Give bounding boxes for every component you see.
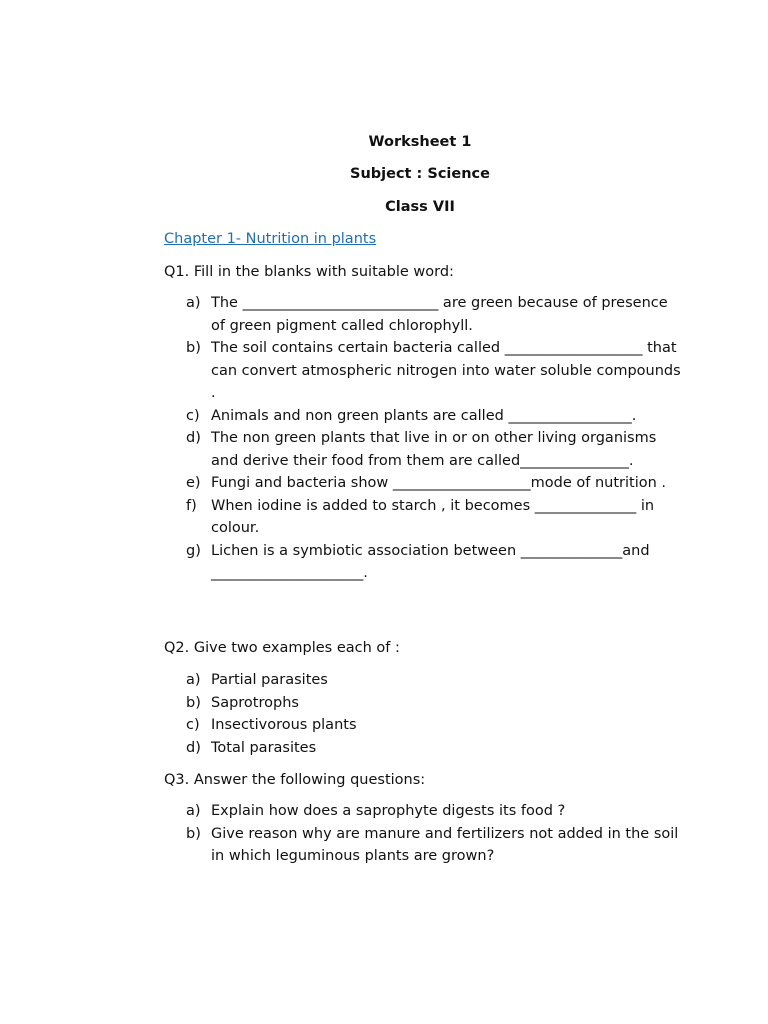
q1-item-a bbox=[186, 292, 686, 337]
q1-item-c bbox=[186, 405, 686, 428]
list-marker: b) bbox=[186, 694, 201, 711]
list-item-text: Total parasites bbox=[211, 739, 317, 756]
list-item-text: Partial parasites bbox=[211, 672, 328, 688]
q2-item-c bbox=[186, 714, 686, 737]
q1-item-e bbox=[186, 472, 686, 495]
list-item-text: Lichen is a symbiotic association between ______________and _____________________. bbox=[211, 542, 650, 581]
q2-list bbox=[186, 669, 686, 759]
list-item-text: When iodine is added to starch , it becomes ______________ in colour. bbox=[211, 497, 655, 536]
list-marker: d) bbox=[186, 430, 201, 446]
list-marker: a) bbox=[186, 672, 201, 688]
list-marker: g) bbox=[186, 542, 201, 559]
q1-item-g bbox=[186, 540, 686, 585]
q2-item-a bbox=[186, 669, 686, 692]
q1-list bbox=[186, 292, 686, 585]
list-item-text: Saprotrophs bbox=[211, 694, 299, 711]
q1-item-b bbox=[186, 337, 686, 405]
q1-item-d bbox=[186, 427, 686, 472]
list-marker: c) bbox=[186, 407, 200, 424]
q2-item-b bbox=[186, 692, 686, 715]
class-line: Class VII bbox=[385, 199, 455, 215]
list-marker: b) bbox=[186, 825, 201, 842]
list-item-text: Animals and non green plants are called _________________. bbox=[211, 407, 637, 424]
list-item-text: Explain how does a saprophyte digests its food ? bbox=[211, 803, 566, 819]
list-item-text: The soil contains certain bacteria called ___________________ that can convert atmospheric nitrogen into water soluble compounds . bbox=[211, 340, 681, 401]
q3-list bbox=[186, 800, 686, 868]
q1-item-f bbox=[186, 495, 686, 540]
list-item-text: Fungi and bacteria show ___________________mode of nutrition . bbox=[211, 475, 667, 491]
list-marker: e) bbox=[186, 475, 201, 491]
q1-title: Q1. Fill in the blanks with suitable word: bbox=[164, 264, 454, 280]
list-marker: a) bbox=[186, 803, 201, 819]
q3-item-b bbox=[186, 823, 686, 868]
list-item-text: The non green plants that live in or on other living organisms and derive their food from them are called_______________. bbox=[211, 430, 657, 469]
list-item-text: Insectivorous plants bbox=[211, 717, 357, 733]
subject-line: Subject : Science bbox=[350, 166, 490, 182]
list-item-text: Give reason why are manure and fertilizers not added in the soil in which leguminous plants are grown? bbox=[211, 825, 679, 864]
chapter-heading: Chapter 1- Nutrition in plants bbox=[164, 231, 377, 247]
q2-item-d bbox=[186, 737, 686, 760]
q2-title: Q2. Give two examples each of : bbox=[164, 640, 400, 656]
list-marker: f) bbox=[186, 497, 197, 514]
list-marker: a) bbox=[186, 295, 201, 311]
worksheet-title: Worksheet 1 bbox=[368, 134, 472, 150]
q3-title: Q3. Answer the following questions: bbox=[164, 772, 426, 788]
list-item-text: The ___________________________ are green because of presence of green pigment called chlorophyll. bbox=[211, 295, 668, 334]
list-marker: c) bbox=[186, 717, 200, 733]
list-marker: b) bbox=[186, 340, 201, 356]
list-marker: d) bbox=[186, 739, 201, 756]
q3-item-a bbox=[186, 800, 686, 823]
